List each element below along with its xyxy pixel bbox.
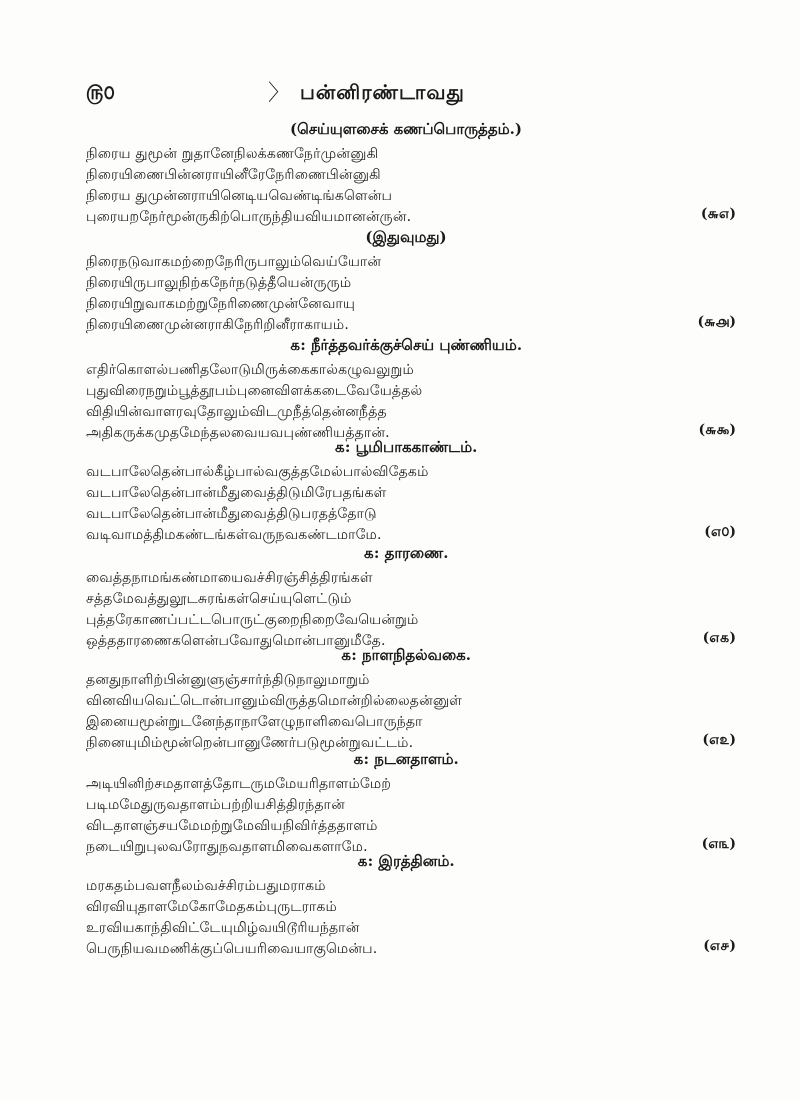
verse-section xyxy=(86,544,736,652)
verse-line: படிமமேதுருவதாளம்பற்றியசித்திரந்தான் xyxy=(86,797,345,813)
page-number: ௫௦ xyxy=(86,80,115,104)
verse-number: (௭௦) xyxy=(704,524,736,540)
verse-line: உரவியகாந்திவிட்டேயுமிழ்வயிடூரியந்தான் xyxy=(86,920,360,936)
verse-line: தனதுநாளிற்பின்னுளுஞ்சார்ந்திடுநாலுமாறும் xyxy=(86,672,370,688)
verse-line: நிரைய துமுன்னராயினெடியவெண்டிங்களென்ப xyxy=(86,188,393,204)
verse-line: நடையிறுபுலவரோதுநவதாளமிவைகளாமே. xyxy=(86,839,368,855)
verse-line: நிரையிறுவாகமற்றுநேரிணைமுன்னேவாயு xyxy=(86,296,356,312)
verse-line: வடிவாமத்திமகண்டங்கள்வருநவகண்டமாமே. xyxy=(86,527,382,543)
verse-line: விடதாளஞ்சயமேமற்றுமேவியநிவிர்த்ததாளம் xyxy=(86,818,378,834)
verse-line: அடியினிற்சமதாளத்தோடருமமேயரிதாளம்மேற் xyxy=(86,776,392,792)
verse-section xyxy=(86,646,736,754)
margin-mark: 〉 xyxy=(268,81,291,106)
verse-number: (௭௪) xyxy=(703,938,736,954)
verse-section xyxy=(86,336,736,444)
verse-line: எதிர்கொளல்பணிதலோடுமிருக்கைகால்கழுவலுறும் xyxy=(86,362,414,378)
section-title: ௧: நாளநிதல்வகை. xyxy=(340,646,472,664)
verse-number: (௭௩) xyxy=(701,836,736,852)
verse-section xyxy=(86,438,736,546)
verse-line: நிரைநடுவாகமற்றைநேரிருபாலும்வெய்யோன் xyxy=(86,254,382,270)
verse-line: பெருநியவமணிக்குப்பெயரிவையாகுமென்ப. xyxy=(86,941,378,957)
verse-line: சத்தமேவத்துலூடசுரங்கள்செய்யுளெட்டும் xyxy=(86,591,352,607)
verse-number: (௬௯) xyxy=(698,422,736,438)
verse-line: விரவியுதாளமேகோமேதகம்புருடராகம் xyxy=(86,899,338,915)
verse-number: (௭௨) xyxy=(702,732,736,748)
verse-line: ஒத்ததாரணைகளென்பவோதுமொன்பானுமீதே. xyxy=(86,633,386,649)
verse-line: வடபாலேதென்பால்கீழ்பால்வகுத்தமேல்பால்விதேகம் xyxy=(86,464,429,480)
verse-line: நிரைய துமூன் றுதானேநிலக்கணநேர்முன்னுகி xyxy=(86,146,379,162)
verse-line: புரையறநேர்மூன்ருகிற்பொருந்தியவியமானன்ருன். xyxy=(86,209,412,225)
verse-line: இனையமூன்றுடனேந்தாநாளேழுநாளிவைபொருந்தா xyxy=(86,714,423,730)
section-title: (செய்யுளசைக் கணப்பொருத்தம்.) xyxy=(289,120,522,138)
verse-line: நினையுமிம்மூன்றென்பானுணேர்படுமூன்றுவட்டம். xyxy=(86,735,414,751)
section-title: ௧: பூமிபாககாண்டம். xyxy=(334,438,478,456)
section-title: ௧: நீர்த்தவர்க்குச்செய் புண்ணியம். xyxy=(289,336,523,354)
verse-line: புத்தரேகாணப்பட்டபொருட்குறைநிறைவேயென்றும் xyxy=(86,612,419,628)
verse-section xyxy=(86,852,736,960)
verse-number: (௭௧) xyxy=(702,630,736,646)
verse-line: அதிகருக்கமுதமேந்தலவையவபுண்ணியத்தான். xyxy=(86,425,390,441)
verse-line: மரகதம்பவளநீலம்வச்சிரம்பதுமராகம் xyxy=(86,878,326,894)
verse-section xyxy=(86,120,736,228)
verse-line: வடபாலேதென்பான்மீதுவைத்திடுமிரேபதங்கள் xyxy=(86,485,387,501)
section-title: ௧: தாரணை. xyxy=(363,544,449,562)
verse-line: வடபாலேதென்பான்மீதுவைத்திடுபரதத்தோடு xyxy=(86,506,377,522)
section-title: ௧: நடனதாளம். xyxy=(353,750,459,768)
verse-line: வைத்தநாமங்கண்மாயைவச்சிரஞ்சித்திரங்கள் xyxy=(86,570,373,586)
verse-line: விதியின்வாளரவுதோலும்விடமுநீத்தென்னநீத்த xyxy=(86,404,387,420)
verse-section xyxy=(86,228,736,336)
verse-line: நிரையிணைபின்னராயினீரேநேரிணைபின்னுகி xyxy=(86,167,381,183)
running-title: பன்னிரண்டாவது xyxy=(300,80,465,104)
verse-line: நிரையிணைமுன்னராகிநேரிறினீராகாயம். xyxy=(86,317,349,333)
section-title: (இதுவுமது) xyxy=(365,228,447,246)
verse-number: (௬௮) xyxy=(697,314,736,330)
verse-line: நிரையிருபாலுநிற்கநேர்நடுத்தீயென்ருரும் xyxy=(86,275,352,291)
section-title: ௧: இரத்தினம். xyxy=(357,852,455,870)
verse-number: (௬௭) xyxy=(700,206,736,222)
page-header xyxy=(0,80,800,110)
verse-line: புதுவிரைநறும்பூத்தூபம்புனைவிளக்கடைவேயேத்தல் xyxy=(86,383,423,399)
verse-section xyxy=(86,750,736,858)
verse-line: வினவியவெட்டொன்பானும்விருத்தமொன்றில்லைதன்னுள் xyxy=(86,693,463,709)
